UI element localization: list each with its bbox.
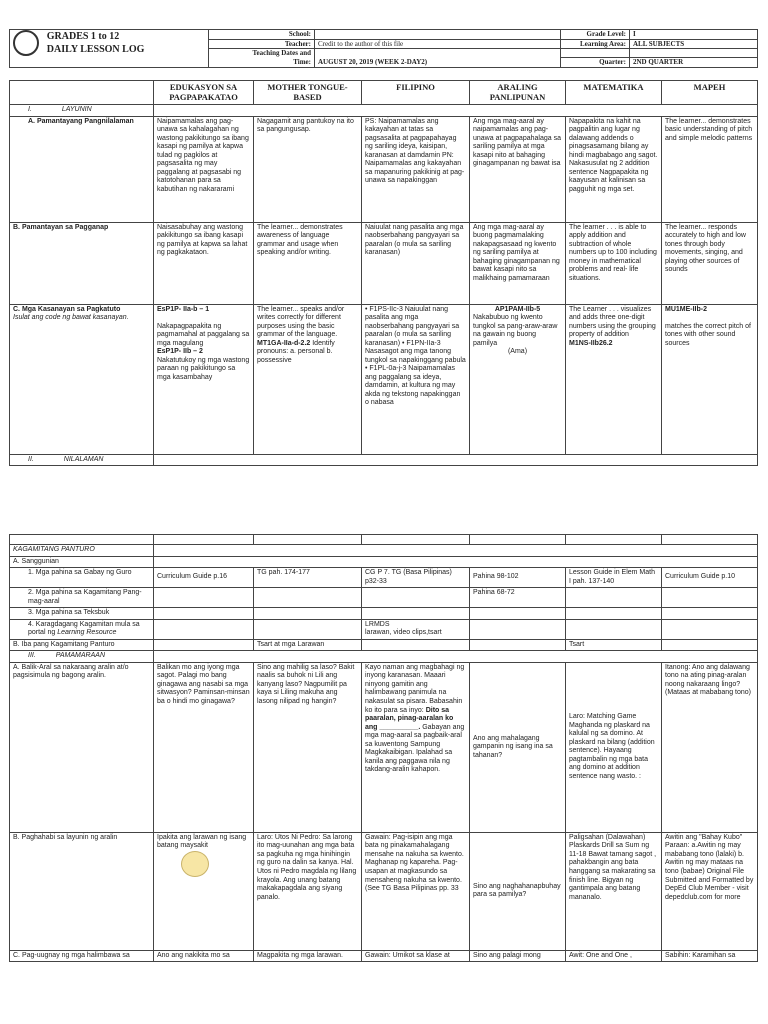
pb-esp-text: Ipakita ang larawan ng isang batang maysakit	[157, 833, 247, 850]
col-mtb: MOTHER TONGUE-BASED	[254, 81, 362, 105]
cell-a-math: Napapakita na kahit na pagpalitin ang lugar ng dalawang addends o pinagsasamang bilang ay hindi magbabago ang sagot. Nakasusulat ng 2 addition sentence Nagpapakita ng kaayusan at kalinisan sa pagguhit ng mga set.	[566, 116, 662, 222]
cell-pb-ap: Sino ang naghahanapbuhay para sa pamilya?	[470, 832, 566, 950]
cell-pc-ap: Sino ang palagi mong	[470, 950, 566, 962]
lrmds-text: LRMDS	[365, 620, 390, 628]
school-value	[315, 30, 561, 40]
pa-fil-text-1: Kayo naman ang magbahagi ng inyong karanasan. Maaari ninyong gamitin ang halimbawang panimula na nakasulat sa pisara. Babasahin ko ito para sa inyo:	[365, 663, 465, 714]
col-fil: FILIPINO	[362, 81, 470, 105]
area-label: Learning Area:	[561, 39, 630, 49]
cell-a-esp: Naipamamalas ang pag-unawa sa kahalagahan ng wastong pakikitungo sa ibang kasapi ng pamilya at kapwa tulad ng pagkilos at pagsasalita ng may paggalang at pagsasabi ng katotohanan para sa kabutihan ng nakararami	[154, 116, 254, 222]
cell-b-math: Tsart	[566, 639, 662, 651]
blank-cell	[154, 105, 758, 117]
math-text: The Learner . . . visualizes and adds three one-digit numbers using the grouping property of addition	[569, 305, 656, 339]
school-label: School:	[209, 30, 315, 40]
row-paghahabi: B. Paghahabi sa layunin ng aralin	[10, 832, 154, 950]
cell-b-fil: Naiuulat nang pasalita ang mga naobserbahang pangyayari sa paaralan (o mula sa sariling karanasan)	[362, 222, 470, 304]
cell-a-fil: PS: Naipamamalas ang kakayahan at tatas sa pagsasalita at pagpapahayag ng sariling ideya, kaisipan, karanasan at damdamin PN: Naipamamalas ang kakayahan sa mapanuring pakikinig at pag-unawa sa napakinggan	[362, 116, 470, 222]
blank-cell	[254, 588, 362, 608]
cell-r2-ap: Pahina 68-72	[470, 588, 566, 608]
cell-pc-fil: Gawain: Umikot sa klase at	[362, 950, 470, 962]
blank-cell	[566, 608, 662, 620]
blank-cell	[662, 535, 758, 545]
ap-text-2: (Ama)	[507, 348, 528, 356]
cell-pb-fil: Gawain: Pag-isipin ang mga bata ng pinakamahalagang mensahe na nakuha sa kwento. Maghanap ng kapareha. Pag-usapan at magkasundo sa mensaheng nakuha sa kwento. (See TG Basa Pilipinas pp. 33	[362, 832, 470, 950]
math-code: M1NS-IIb26.2	[569, 339, 613, 347]
teacher-label: Teacher:	[209, 39, 315, 49]
blank-cell	[154, 619, 254, 639]
cell-b-math: The learner . . . is able to apply addition and subtraction of whole numbers up to 100 including money in mathematical problems and real- life situations.	[566, 222, 662, 304]
section-label: LAYUNIN	[61, 106, 92, 113]
cell-c-math	[566, 304, 662, 454]
pa-fil-bold: Dito sa paaralan, pinag-aaralan ko ang __________.	[365, 706, 454, 731]
dates-value: AUGUST 20, 2019 (WEEK 2-DAY2)	[315, 49, 561, 68]
cell-pa-fil	[362, 662, 470, 832]
blank-cell	[154, 454, 758, 466]
esp-text-2: Nakatutukoy ng mga wastong paraan ng pakikitungo sa mga kasambahay	[157, 356, 250, 381]
cell-a-ap: Ang mga mag-aaral ay naipamamalas ang pag-unawa at pagpapahalaga sa sariling pamilya at mga kasapi nito at bahaging ginagampanan ng bawat isa	[470, 116, 566, 222]
cell-pa-esp: Balikan mo ang iyong mga sagot. Palagi mo bang ginagawa ang nasabi sa mga sitwasyon? Paminsan-minsan ba o hindi mo ginagawa?	[154, 662, 254, 832]
cell-b-mtb: Tsart at mga Larawan	[254, 639, 362, 651]
row-gabay-guro: 1. Mga pahina sa Gabay ng Guro	[10, 568, 154, 588]
section-num: I.	[28, 106, 32, 113]
row-teksbuk: 3. Mga pahina sa Teksbuk	[10, 608, 154, 620]
cell-a-mtb: Nagagamit ang pantukoy na ito sa pangungusap.	[254, 116, 362, 222]
blank-cell	[662, 639, 758, 651]
row-karagdagang-kagamitan	[10, 619, 154, 639]
blank-cell	[154, 639, 254, 651]
cell-r4-fil	[362, 619, 470, 639]
blank-cell	[470, 535, 566, 545]
cell-pc-esp: Ano ang nakikita mo sa	[154, 950, 254, 962]
quarter-label: Quarter:	[561, 58, 630, 68]
section-label: NILALAMAN	[63, 455, 104, 463]
ap-text: Nakabubuo ng kwento tungkol sa pang-araw-araw na gawain ng buong pamilya	[473, 314, 558, 347]
header-logo-cell	[10, 30, 209, 68]
row-label-c-note: Isulat ang code ng bawat kasanayan.	[13, 314, 129, 322]
mapeh-code: MU1ME-IIb-2	[665, 305, 707, 313]
cell-c-mtb	[254, 304, 362, 454]
cell-pa-mtb: Sino ang mahilig sa laso? Bakit naalis sa buhok ni Lili ang kanyang laso? Nagpumilit pa kaya si Liling makuha ang lasong nilipad ng hangin?	[254, 662, 362, 832]
dates-label	[209, 49, 315, 68]
blank-cell	[470, 608, 566, 620]
blank-cell	[630, 49, 758, 58]
col-esp: EDUKASYON SA PAGPAPAKATAO	[154, 81, 254, 105]
cell-pa-math: Laro: Matching Game Maghanda ng plaskard na kalulal ng sa domino. At plaskard na bilang (addition sentence). Hayaang pagtambalin ng mga bata ang domino at addition sentence nang wasto. :	[566, 662, 662, 832]
log-title	[47, 30, 145, 56]
deped-seal-icon	[13, 30, 39, 56]
cell-c-mapeh	[662, 304, 758, 454]
blank-cell	[362, 639, 470, 651]
row-sanggunian: A. Sanggunian	[10, 556, 154, 568]
row-kagamitang-mag-aaral: 2. Mga pahina sa Kagamitang Pang-mag-aaral	[10, 588, 154, 608]
blank-cell	[362, 588, 470, 608]
sick-child-image	[181, 851, 209, 877]
esp-code-2: EsP1P- IIb – 2	[157, 348, 203, 356]
blank-cell	[566, 535, 662, 545]
section-kagamitan: KAGAMITANG PANTURO	[10, 545, 154, 557]
blank-cell	[154, 545, 758, 557]
grade-label: Grade Level:	[561, 30, 630, 40]
dates-label-2: Time:	[293, 57, 311, 66]
ap-code: AP1PAM-IIb-5	[494, 305, 541, 313]
title-line-1: GRADES 1 to 12	[46, 31, 120, 42]
procedures-table	[9, 534, 758, 962]
cell-r1-mapeh: Curriculum Guide p.10	[662, 568, 758, 588]
section-layunin	[10, 105, 154, 117]
mtb-code: MT1GA-IIa-d-2.2	[257, 339, 311, 347]
blank-cell	[662, 588, 758, 608]
mtb-text-1: The learner... speaks and/or writes correctly for different purposes using the basic grammar of the language.	[257, 305, 345, 339]
r4-fil-materials: larawan, video clips,tsart	[365, 629, 442, 637]
cell-b-ap: Ang mga mag-aaral ay buong pagmamalaking nakapagsasaad ng kwento ng sariling pamilya at bahaging ginagampanan ng bawat kasapi nito sa malikhaing pamamaraan	[470, 222, 566, 304]
row-label-c	[10, 304, 154, 454]
row-karagdagang-italic: Learning Resource	[57, 629, 117, 637]
quarter-value: 2ND QUARTER	[630, 58, 758, 68]
row-iba-pang-kagamitan: B. Iba pang Kagamitang Panturo	[10, 639, 154, 651]
cell-b-mapeh: The learner... responds accurately to high and low tones through body movements, singing, and playing other sources of sounds	[662, 222, 758, 304]
section-pamamaraan	[10, 651, 154, 663]
col-ap: ARALING PANLIPUNAN	[470, 81, 566, 105]
blank-cell	[154, 588, 254, 608]
row-pag-uugnay: C. Pag-uugnay ng mga halimbawa sa	[10, 950, 154, 962]
row-balik-aral: A. Balik-Aral sa nakaraang aralin at/o pagsisimula ng bagong aralin.	[10, 662, 154, 832]
blank-cell	[154, 556, 758, 568]
blank-cell	[470, 619, 566, 639]
esp-code-1: EsP1P- IIa-b – 1	[157, 305, 210, 313]
header-table	[9, 29, 758, 68]
cell-pb-mtb: Laro: Utos Ni Pedro: Sa larong ito mag-uunahan ang mga bata sa pagkuha ng mga hinihingin ng guro na dalin sa kanya. Hal. Utos ni Pedro magdala ng lilang krayola. Ang unang batang makakapagdala ang siyang panalo.	[254, 832, 362, 950]
cell-pb-esp	[154, 832, 254, 950]
cell-r1-esp: Curriculum Guide p.16	[154, 568, 254, 588]
pa-fil-text-2: Gabayan ang mga mag-aaral sa pagbaik-aral sa kuwentong Sampung Magkakaibigan. Ipalahad sa kanila ang paggawa nila ng takdang-aralin kahapon.	[365, 723, 465, 774]
cell-a-mapeh: The learner... demonstrates basic understanding of pitch and simple melodic patterns	[662, 116, 758, 222]
cell-c-esp	[154, 304, 254, 454]
col-mapeh: MAPEH	[662, 81, 758, 105]
blank-cell	[254, 608, 362, 620]
cell-c-fil: • F1PS-IIc-3 Naiuulat nang pasalita ang mga naobserbahang pangyayari sa paaralan (o mula sa sariling karanasan) • F1PN-IIa-3 Nasasagot ang mga tanong tungkol sa napakinggang pabula • F1PL-0a-j-3 Naipamamalas ang paggalang sa ideya, damdamin, at kultura ng may akda ng tekstong napakinggan o nabasa	[362, 304, 470, 454]
cell-pb-math: Paligsahan (Dalawahan) Plaskards Drill sa Sum ng 11-18 Bawat tamang sagot , pahakbangin ang bata hanggang sa makarating sa finish line. Bigyan ng gantimpala ang batang mananalo.	[566, 832, 662, 950]
blank-cell	[566, 588, 662, 608]
row-label-a: A. Pamantayang Pangnilalaman	[10, 116, 154, 222]
blank-cell	[561, 49, 630, 58]
cell-pc-mapeh: Sabihin: Karamihan sa	[662, 950, 758, 962]
cell-pa-mapeh: Itanong: Ano ang dalawang tono na ating pinag-aralan noong nakaraang lingo? (Mataas at mababang tono)	[662, 662, 758, 832]
blank-cell	[662, 619, 758, 639]
col-math: MATEMATIKA	[566, 81, 662, 105]
blank-cell	[362, 535, 470, 545]
objectives-table	[9, 80, 758, 466]
cell-b-mtb: The learner... demonstrates awareness of language grammar and usage when speaking and/or writing.	[254, 222, 362, 304]
cell-pc-mtb: Magpakita ng mga larawan.	[254, 950, 362, 962]
cell-r1-math: Lesson Guide in Elem Math I pah. 137-140	[566, 568, 662, 588]
section-num: III.	[28, 652, 36, 660]
grade-value: I	[630, 30, 758, 40]
esp-text-1: Nakapagpapakita ng pagmamahal at paggalang sa mga magulang	[157, 322, 250, 347]
area-value: ALL SUBJECTS	[630, 39, 758, 49]
blank-cell	[470, 639, 566, 651]
blank-cell	[10, 535, 154, 545]
section-nilalaman	[10, 454, 154, 466]
cell-pa-ap: Ano ang mahalagang gampanin ng isang ina sa tahanan?	[470, 662, 566, 832]
cell-b-esp: Naisasabuhay ang wastong pakikitungo sa ibang kasapi ng pamilya at kapwa sa lahat ng pagkakataon.	[154, 222, 254, 304]
cell-r1-mtb: TG pah. 174-177	[254, 568, 362, 588]
mtb-text-2: Identify pronouns: a. personal b. possessive	[257, 339, 335, 364]
blank-cell	[154, 651, 758, 663]
row-label-b: B. Pamantayan sa Pagganap	[10, 222, 154, 304]
cell-c-ap	[470, 304, 566, 454]
dates-label-1: Teaching Dates and	[252, 49, 311, 58]
blank-cell	[254, 619, 362, 639]
cell-r1-fil: CG P 7. TG (Basa Pilipinas) p32-33	[362, 568, 470, 588]
blank-cell	[154, 608, 254, 620]
blank-cell	[362, 608, 470, 620]
blank-cell	[566, 619, 662, 639]
mapeh-text: matches the correct pitch of tones with other sound sources	[665, 322, 751, 347]
corner-cell	[10, 81, 154, 105]
blank-cell	[254, 535, 362, 545]
title-line-2: DAILY LESSON LOG	[46, 44, 145, 55]
blank-cell	[154, 535, 254, 545]
blank-cell	[662, 608, 758, 620]
cell-pc-math: Awit: One and One ,	[566, 950, 662, 962]
cell-r1-ap: Pahina 98-102	[470, 568, 566, 588]
cell-pb-mapeh: Awitin ang "Bahay Kubo" Paraan: a.Awitin ng may mababang tono (lalaki) b. Awitin ng may mataas na tono (babae) Original File Submitted and Formatted by DepEd Club Member - visit depedclub.com for more	[662, 832, 758, 950]
row-label-c-text: C. Mga Kasanayan sa Pagkatuto	[13, 305, 121, 313]
row-karagdagang-text: 4. Karagdagang Kagamitan mula sa portal ng	[28, 620, 140, 637]
section-num: II.	[28, 455, 34, 463]
teacher-value: Credit to the author of this file	[315, 39, 561, 49]
section-label: PAMAMARAAN	[55, 652, 106, 660]
